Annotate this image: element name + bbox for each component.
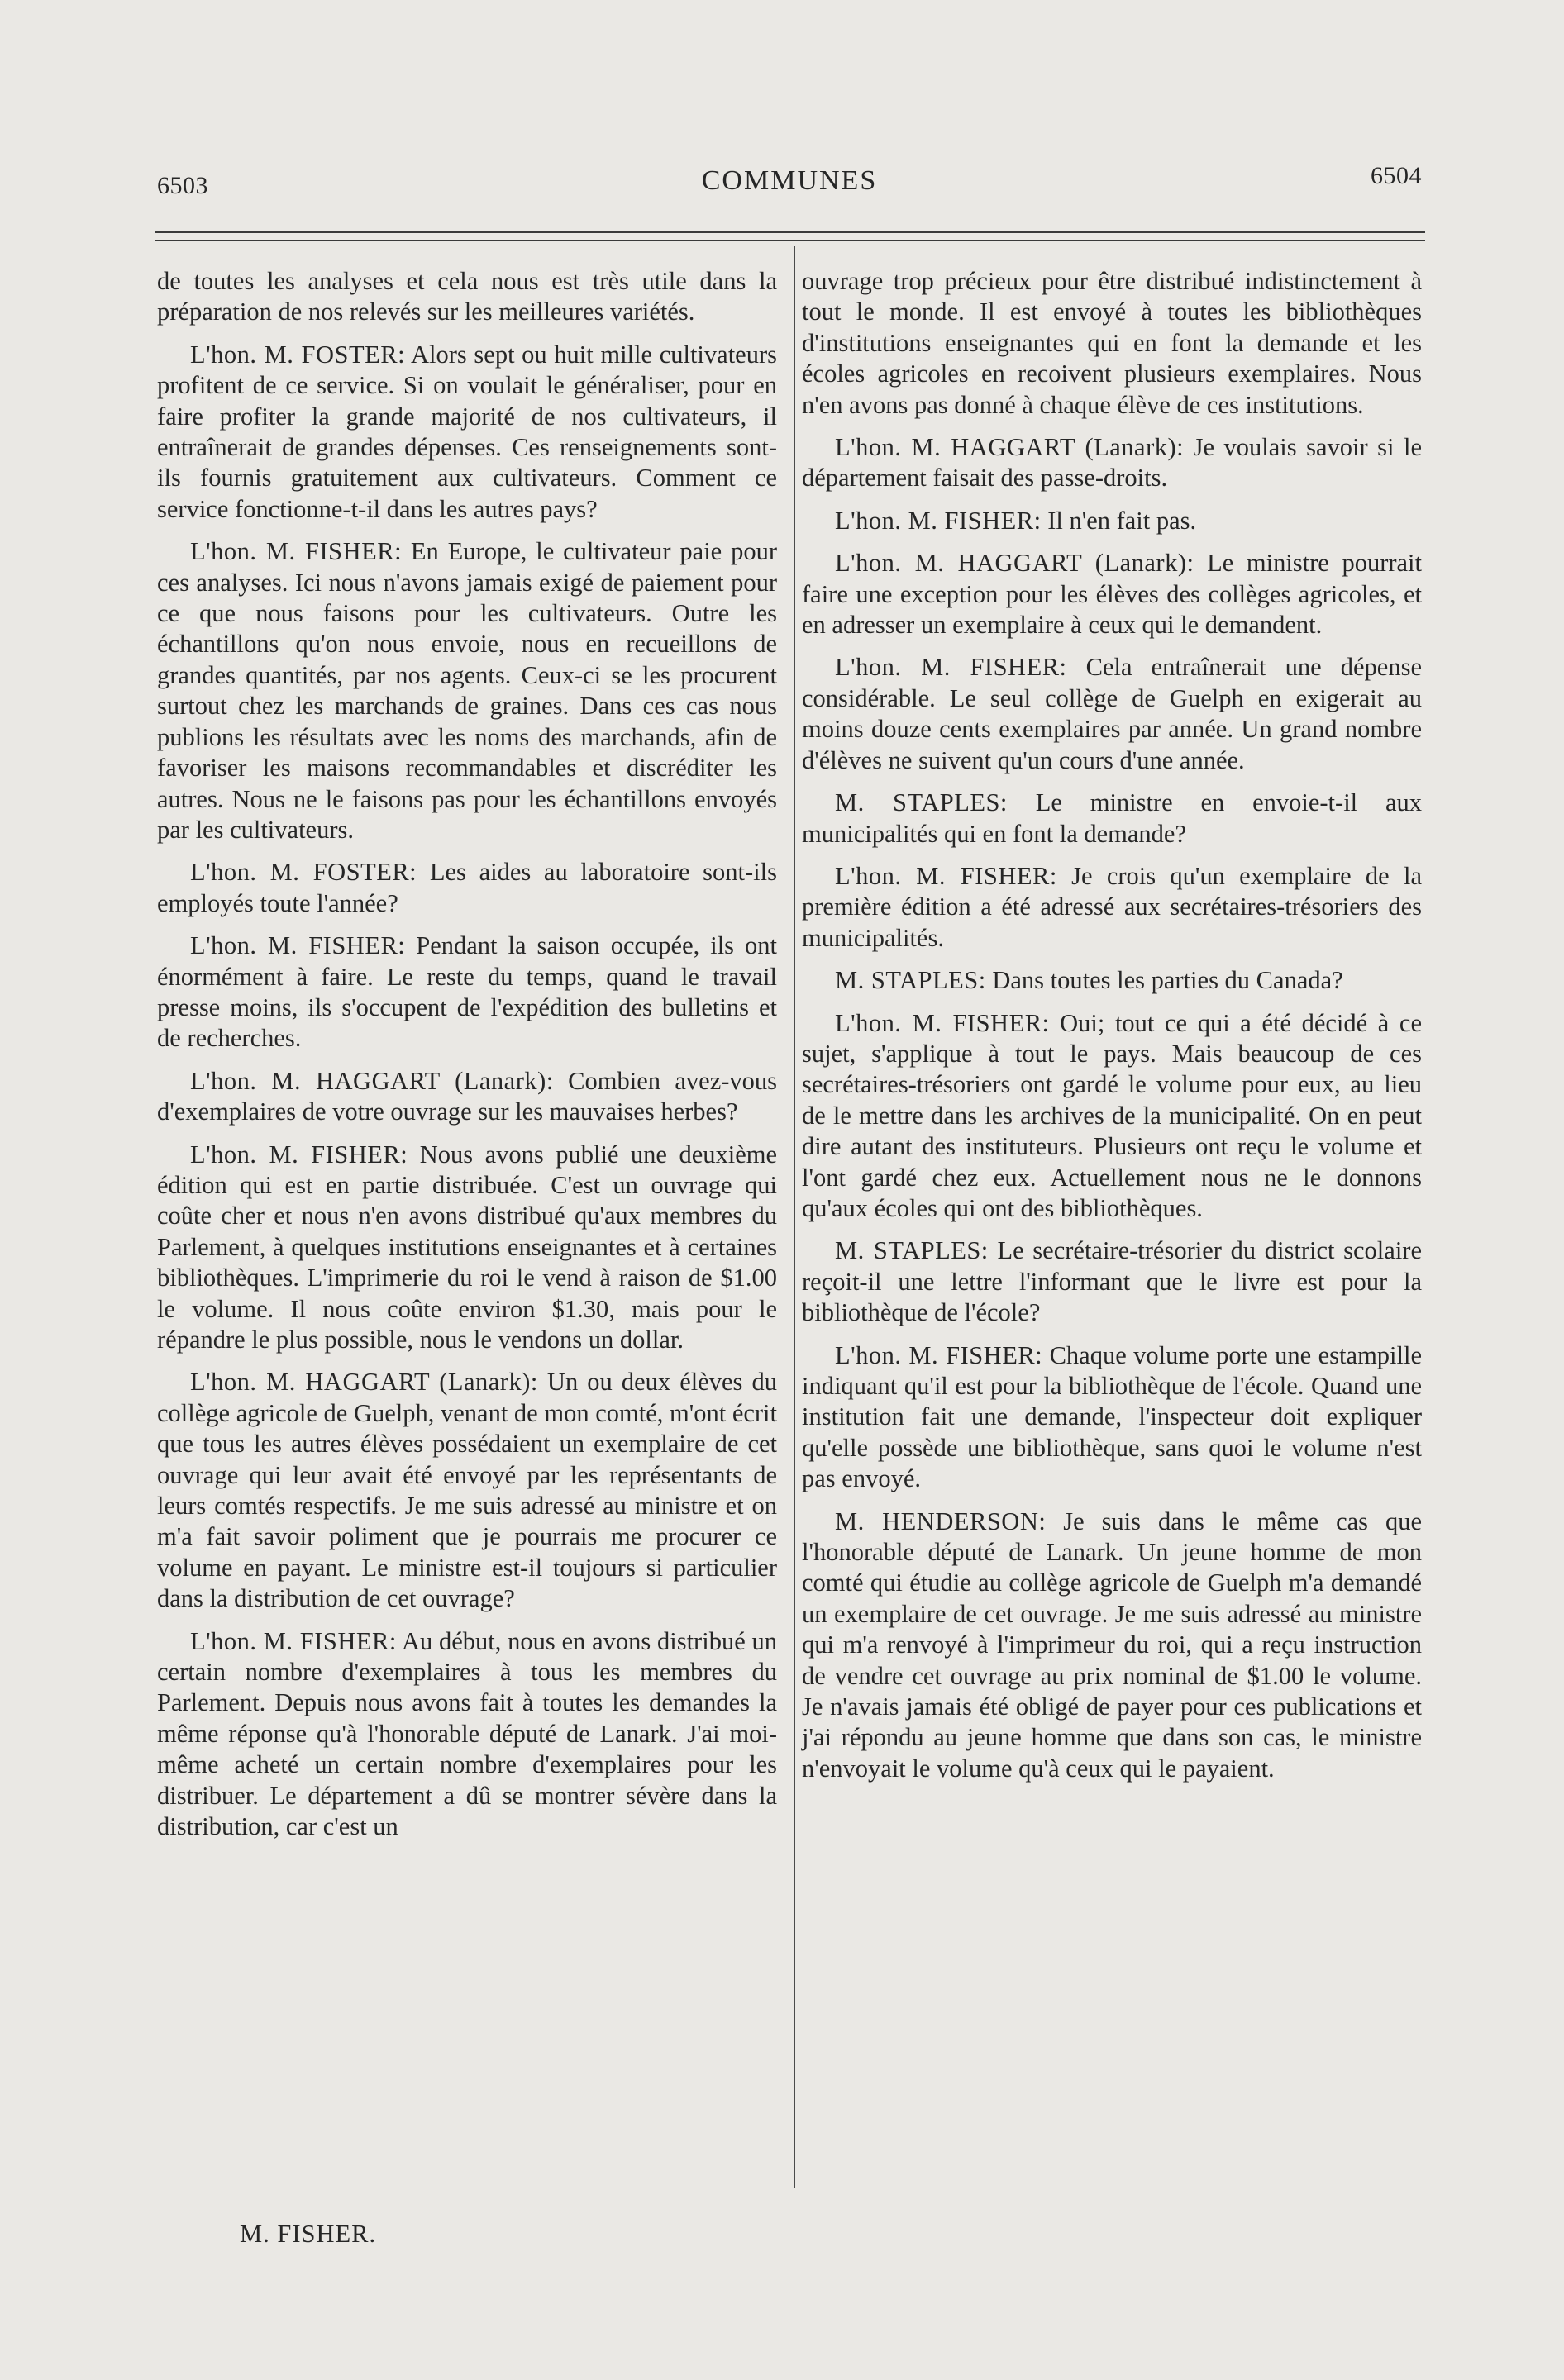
paragraph [802, 1507, 1422, 1785]
speaker-name: L'hon. M. FISHER: [835, 506, 1042, 535]
header-rule-top [155, 231, 1425, 233]
paragraph [802, 506, 1422, 536]
speech-text: Chaque volume porte une estampille indiquant qu'il est pour la bibliothèque de l'école. Quand une institution fait une demande, l'inspecteur doit expliquer qu'elle possède une bibliothèque, sans quoi le volume n'est pas envoyé. [802, 1340, 1422, 1493]
speech-text: ouvrage trop précieux pour être distribué indistinctement à tout le monde. Il est envoyé à toutes les bibliothèques d'institutions enseignantes qui en font la demande et les écoles agricoles en recoivent plusieurs exemplaires. Nous n'en avons pas donné à chaque élève de ces institutions. [802, 267, 1422, 419]
speaker-name: L'hon. M. FISHER: [835, 1340, 1043, 1369]
speech-text: Un ou deux élèves du collège agricole de Guelph, venant de mon comté, m'ont écrit que tous les autres élèves possédaient un exemplaire de cet ouvrage qui leur avait été envoyé par les représentants de leurs comtés respectifs. Je me suis adressé au ministre et on m'a fait savoir poliment que je pourrais me procurer ce volume en payant. Le ministre est-il toujours si particulier dans la distribution de cet ouvrage? [157, 1368, 777, 1613]
speaker-name: L'hon. M. FISHER: [835, 653, 1067, 682]
speaker-name: L'hon. M. FISHER: [190, 1626, 397, 1655]
paragraph [802, 965, 1422, 996]
paragraph [802, 652, 1422, 776]
speech-text: Pendant la saison occupée, ils ont énormément à faire. Le reste du temps, quand le travail presse moins, ils s'occupent de l'expédition des bulletins et de recherches. [157, 931, 777, 1053]
paragraph [802, 1008, 1422, 1225]
speaker-name: M. STAPLES: [835, 788, 1008, 817]
speaker-name: L'hon. M. FISHER: [190, 931, 406, 960]
speaker-name: L'hon. M. HAGGART (Lanark): [190, 1368, 538, 1397]
paragraph [802, 548, 1422, 640]
speech-text: Cela entraînerait une dépense considérable. Le seul collège de Guelph en exigerait au moins douze cents exemplaires par année. Un grand nombre d'élèves ne suivent qu'un cours d'une année. [802, 653, 1422, 774]
speaker-name: L'hon. M. HAGGART (Lanark): [835, 433, 1185, 462]
speaker-name: L'hon. M. FISHER: [835, 861, 1057, 890]
paragraph [157, 536, 777, 845]
paragraph [157, 1140, 777, 1356]
running-title: COMMUNES [701, 165, 878, 196]
right-column [802, 266, 1422, 1796]
speech-text: Je suis dans le même cas que l'honorable député de Lanark. Un jeune homme de mon comté qui étudie au collège agricole de Guelph m'a demandé un exemplaire de cet ouvrage. Je me suis adressé au ministre qui m'a renvoyé à l'imprimeur du roi, qui a reçu instruction de vendre cet ouvrage au prix nominal de $1.00 le volume. Je n'avais jamais été obligé de payer pour ces publications et j'ai répondu au jeune homme que dans son cas, le ministre n'envoyait le volume qu'à ceux qui le payaient. [802, 1507, 1423, 1783]
speech-text: Nous avons publié une deuxième édition qui est en partie distribuée. C'est un ouvrage qui coûte cher et nous n'en avons distribué qu'aux membres du Parlement, à quelques institutions enseignantes et à certaines bibliothèques. L'imprimerie du roi le vend à raison de $1.00 le volume. Il nous coûte environ $1.30, mais pour le répandre le plus possible, nous le vendons un dollar. [157, 1140, 778, 1354]
column-divider [794, 246, 795, 2188]
speaker-name: L'hon. M. HAGGART (Lanark): [190, 1066, 554, 1095]
speech-text: de toutes les analyses et cela nous est très utile dans la préparation de nos relevés sur les meilleures variétés. [157, 267, 777, 326]
speaker-name: L'hon. M. FISHER: [835, 1008, 1050, 1037]
speech-text: Le ministre en envoie-t-il aux municipalités qui en font la demande? [802, 788, 1422, 848]
paragraph [157, 1066, 777, 1128]
paragraph [157, 931, 777, 1054]
speaker-name: L'hon. M. HAGGART (Lanark): [835, 549, 1194, 578]
paragraph [802, 266, 1422, 421]
speech-text: Oui; tout ce qui a été décidé à ce sujet, s'applique à tout le pays. Mais beaucoup de ces secrétaires-trésoriers ont gardé le volume pour eux, au lieu de le mettre dans les archives de la municipalité. On en peut dire autant des instituteurs. Plusieurs ont reçu le volume et l'ont gardé chez eux. Actuellement nous ne le donnons qu'aux écoles qui ont des bibliothèques. [802, 1008, 1422, 1222]
speaker-name: L'hon. M. FISHER: [190, 537, 403, 566]
paragraph [802, 432, 1422, 494]
speech-text: Je crois qu'un exemplaire de la première édition a été adressé aux secrétaires-trésoriers des municipalités. [802, 861, 1422, 952]
page-number-right: 6504 [1371, 162, 1422, 189]
paragraph [157, 1626, 777, 1843]
speaker-name: M. STAPLES: [835, 966, 986, 995]
speech-text: Les aides au laboratoire sont-ils employés toute l'année? [157, 858, 777, 917]
catchword: M. FISHER. [240, 2220, 377, 2248]
speech-text: Il n'en fait pas. [1047, 506, 1197, 535]
page-header [157, 162, 1422, 215]
paragraph [802, 1235, 1422, 1328]
speech-text: Combien avez-vous d'exemplaires de votre ouvrage sur les mauvaises herbes? [157, 1066, 778, 1126]
paragraph [157, 1367, 777, 1614]
speech-text: Au début, nous en avons distribué un certain nombre d'exemplaires à tous les membres du Parlement. Depuis nous avons fait à toutes les demandes la même réponse qu'à l'honorable député de Lanark. J'ai moi-même acheté un certain nombre d'exemplaires pour les distribuer. Le département a dû se montrer sévère dans la distribution, car c'est un [157, 1626, 777, 1841]
paragraph [157, 266, 777, 328]
speech-text: Le secrétaire-trésorier du district scolaire reçoit-il une lettre l'informant que le livre est pour la bibliothèque de l'école? [802, 1236, 1422, 1327]
speech-text: Je voulais savoir si le département faisait des passe-droits. [802, 433, 1422, 493]
speech-text: Alors sept ou huit mille cultivateurs profitent de ce service. Si on voulait le généraliser, pour en faire profiter la grande majorité de nos cultivateurs, il entraînerait de grandes dépenses. Ces renseignements sont-ils fournis gratuitement aux cultivateurs. Comment ce service fonctionne-t-il dans les autres pays? [157, 340, 777, 523]
paragraph [802, 861, 1422, 954]
speech-text: Dans toutes les parties du Canada? [992, 966, 1343, 995]
left-column [157, 266, 777, 1854]
speech-text: Le ministre pourrait faire une exception pour les élèves des collèges agricoles, et en adresser un exemplaire à ceux qui le demandent. [802, 549, 1422, 640]
speaker-name: L'hon. M. FOSTER: [190, 858, 417, 887]
speaker-name: L'hon. M. FISHER: [190, 1140, 408, 1169]
paragraph [157, 340, 777, 525]
speech-text: En Europe, le cultivateur paie pour ces analyses. Ici nous n'avons jamais exigé de paiement pour ce que nous faisons pour les cultivateurs. Outre les échantillons qu'on nous envoie, nous en recueillons de grandes quantités, par nos agents. Ceux-ci se les procurent surtout chez les marchands de graines. Dans ces cas nous publions les résultats avec les noms des marchands, afin de favoriser les maisons recommandables et discréditer les autres. Nous ne le faisons pas pour les échantillons envoyés par les cultivateurs. [157, 537, 777, 844]
paragraph [157, 857, 777, 919]
page-number-left: 6503 [157, 172, 208, 199]
header-rule-bottom [155, 240, 1425, 241]
speaker-name: M. STAPLES: [835, 1236, 989, 1265]
paragraph [802, 1340, 1422, 1495]
paragraph [802, 788, 1422, 850]
speaker-name: M. HENDERSON: [835, 1507, 1047, 1535]
speaker-name: L'hon. M. FOSTER: [190, 340, 406, 369]
